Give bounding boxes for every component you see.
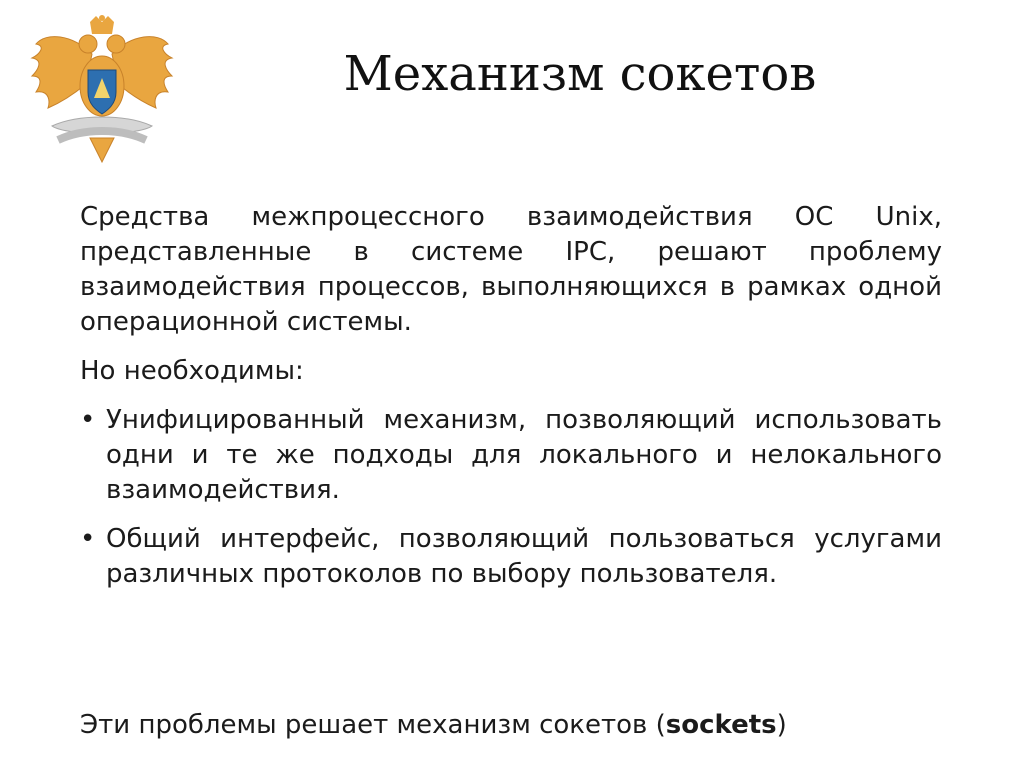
bullet-text: Унифицированный механизм, позволяющий использовать одни и те же подходы для локального и нелокального взаимодействия. bbox=[106, 405, 942, 505]
conclusion-text: Эти проблемы решает механизм сокетов ( bbox=[80, 710, 666, 740]
bullet-marker: • bbox=[80, 405, 96, 435]
slide-body bbox=[80, 200, 942, 592]
sockets-term: sockets bbox=[665, 710, 777, 740]
slide-title: Механизм сокетов bbox=[343, 46, 817, 102]
intro-paragraph: Средства межпроцессного взаимодействия ОС Unix, представленные в системе IPC, решают проблему взаимодействия процессов, выполняющихся в рамках одной операционной системы. bbox=[80, 202, 942, 337]
conclusion-close: ) bbox=[776, 710, 787, 740]
bullet-text: Общий интерфейс, позволяющий пользоваться услугами различных протоколов по выбору пользователя. bbox=[106, 524, 942, 589]
university-emblem-logo bbox=[28, 14, 176, 164]
conclusion-line bbox=[80, 708, 787, 743]
bullet-marker: • bbox=[80, 524, 96, 554]
bullet-item bbox=[80, 522, 942, 592]
need-label: Но необходимы: bbox=[80, 356, 304, 386]
bullet-item bbox=[80, 403, 942, 508]
